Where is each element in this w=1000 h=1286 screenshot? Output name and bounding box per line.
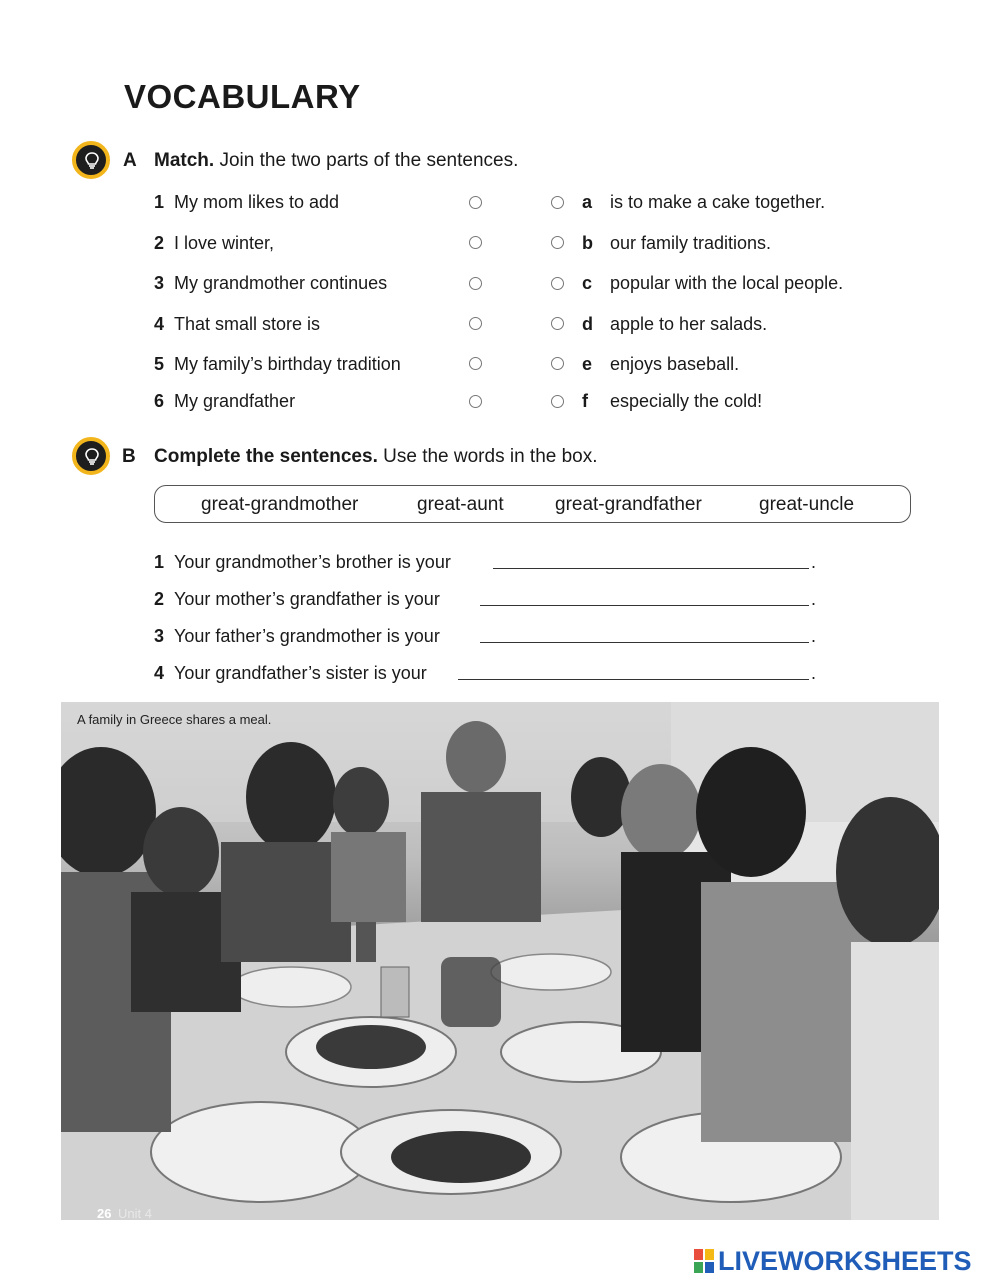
sentence-period: .	[811, 589, 817, 609]
answer-blank[interactable]	[458, 679, 809, 680]
item-letter: a	[582, 192, 593, 212]
match-left-radio[interactable]	[469, 357, 482, 370]
section-b-instruction	[154, 446, 598, 468]
match-right-radio[interactable]	[551, 357, 564, 370]
item-number: 1	[154, 552, 165, 572]
section-a-letter: A	[123, 150, 137, 171]
item-text: apple to her salads.	[610, 314, 768, 334]
item-text: popular with the local people.	[610, 273, 844, 293]
item-text: Your grandfather’s sister is your	[174, 663, 427, 683]
family-meal-photo	[61, 702, 939, 1220]
lightbulb-icon	[72, 437, 110, 475]
item-letter: f	[582, 391, 588, 411]
match-right-item	[582, 352, 739, 376]
photo-caption: A family in Greece shares a meal.	[77, 712, 272, 727]
liveworksheets-logo-icon	[694, 1249, 714, 1273]
answer-blank[interactable]	[480, 605, 809, 606]
sentence-period: .	[811, 663, 817, 683]
item-letter: e	[582, 354, 593, 374]
section-a-instruction	[154, 150, 518, 172]
unit-label: Unit 4	[118, 1206, 152, 1221]
match-right-radio[interactable]	[551, 236, 564, 249]
item-number: 5	[154, 354, 165, 374]
item-number: 4	[154, 314, 165, 334]
match-right-radio[interactable]	[551, 317, 564, 330]
item-text: Your father’s grandmother is your	[174, 626, 440, 646]
word-box-item: great-grandfather	[555, 494, 702, 515]
completion-sentence	[154, 661, 427, 685]
sentence-period: .	[811, 626, 817, 646]
match-left-item	[154, 190, 339, 214]
item-number: 2	[154, 589, 165, 609]
answer-blank[interactable]	[493, 568, 809, 569]
section-a-instruction-rest: Join the two parts of the sentences.	[214, 150, 519, 171]
item-number: 2	[154, 233, 165, 253]
item-text: My family’s birthday tradition	[174, 354, 401, 374]
match-left-item	[154, 389, 295, 413]
page-number: 26	[97, 1206, 112, 1221]
item-text: My grandfather	[174, 391, 296, 411]
lightbulb-icon	[72, 141, 110, 179]
match-right-item	[582, 190, 825, 214]
item-letter: c	[582, 273, 593, 293]
item-text: especially the cold!	[610, 391, 763, 411]
item-number: 1	[154, 192, 165, 212]
liveworksheets-brand[interactable]: LIVEWORKSHEETS	[718, 1246, 972, 1276]
match-left-radio[interactable]	[469, 236, 482, 249]
item-text: enjoys baseball.	[610, 354, 740, 374]
match-left-item	[154, 312, 320, 336]
item-text: Your mother’s grandfather is your	[174, 589, 440, 609]
match-left-radio[interactable]	[469, 277, 482, 290]
item-number: 3	[154, 626, 165, 646]
item-text: My mom likes to add	[174, 192, 340, 212]
section-b-instruction-bold: Complete the sentences.	[154, 446, 378, 467]
sentence-period: .	[811, 552, 817, 572]
item-number: 3	[154, 273, 165, 293]
word-box	[154, 485, 911, 523]
item-text: Your grandmother’s brother is your	[174, 552, 451, 572]
match-left-item	[154, 352, 401, 376]
match-left-item	[154, 231, 274, 255]
item-text: our family traditions.	[610, 233, 772, 253]
word-box-item: great-grandmother	[201, 494, 359, 515]
word-box-item: great-uncle	[759, 494, 855, 515]
match-left-radio[interactable]	[469, 317, 482, 330]
match-right-radio[interactable]	[551, 395, 564, 408]
section-a-instruction-bold: Match.	[154, 150, 215, 171]
match-left-radio[interactable]	[469, 196, 482, 209]
section-b-instruction-rest: Use the words in the box.	[377, 446, 598, 467]
item-letter: b	[582, 233, 593, 253]
match-left-radio[interactable]	[469, 395, 482, 408]
item-text: That small store is	[174, 314, 321, 334]
section-b-letter: B	[122, 446, 136, 467]
match-left-item	[154, 271, 387, 295]
match-right-radio[interactable]	[551, 196, 564, 209]
completion-sentence	[154, 587, 440, 611]
match-right-radio[interactable]	[551, 277, 564, 290]
item-text: My grandmother continues	[174, 273, 388, 293]
completion-sentence	[154, 550, 451, 574]
item-letter: d	[582, 314, 593, 334]
item-number: 4	[154, 663, 165, 683]
page-title: VOCABULARY	[124, 78, 361, 115]
answer-blank[interactable]	[480, 642, 809, 643]
item-text: is to make a cake together.	[610, 192, 826, 212]
completion-sentence	[154, 624, 440, 648]
word-box-item: great-aunt	[417, 494, 504, 515]
match-right-item	[582, 312, 767, 336]
item-text: I love winter,	[174, 233, 275, 253]
match-right-item	[582, 389, 762, 413]
item-number: 6	[154, 391, 165, 411]
match-right-item	[582, 231, 771, 255]
match-right-item	[582, 271, 843, 295]
